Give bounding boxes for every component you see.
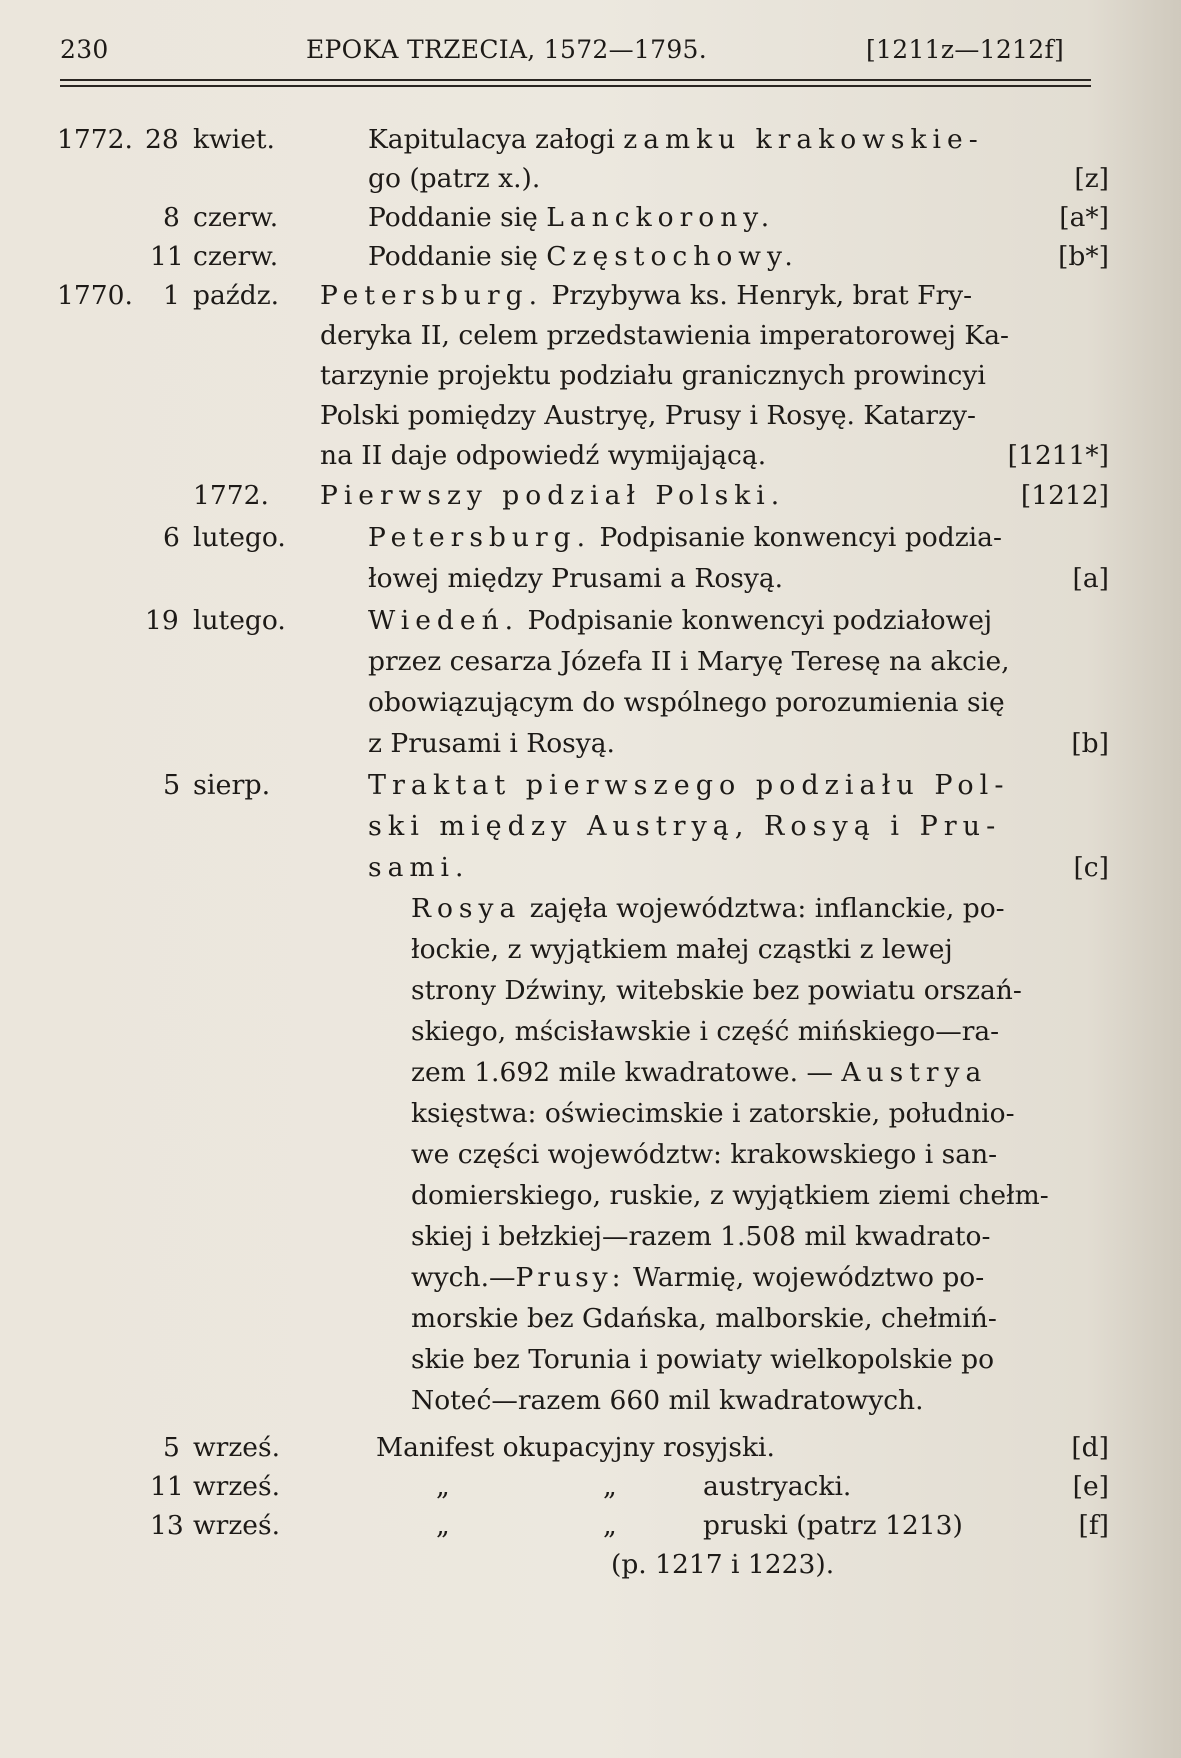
text-line	[0, 1053, 1181, 1093]
entry-text: tarzynie projektu podziału granicznych prowincyi	[320, 360, 986, 391]
ditto-mark: „	[603, 1471, 617, 1502]
text-line	[0, 971, 1181, 1011]
entry-month: wrześ.	[193, 1432, 281, 1463]
reference-mark: [a]	[1072, 563, 1109, 594]
reference-mark: [z]	[1074, 163, 1109, 194]
reference-mark: [e]	[1072, 1471, 1109, 1502]
reference-mark: [a*]	[1059, 202, 1109, 233]
entry-text: strony Dźwiny, witebskie bez powiatu orszań-	[411, 975, 1022, 1006]
chronology-entry-line	[0, 198, 1181, 238]
entry-text: przez cesarza Józefa II i Maryę Teresę na akcie,	[368, 646, 1010, 677]
entry-month: wrześ.	[193, 1471, 281, 1502]
chronology-entry-line	[0, 237, 1181, 277]
entry-text: sami.	[368, 852, 470, 883]
text-line	[0, 396, 1181, 436]
entry-text: pruski (patrz 1213)	[703, 1510, 963, 1541]
text-line	[0, 356, 1181, 396]
ditto-mark: „	[603, 1510, 617, 1541]
entry-text: łockie, z wyjątkiem małej cząstki z lewej	[411, 934, 953, 965]
entry-month: czerw.	[193, 241, 279, 272]
text-line	[0, 1135, 1181, 1175]
entry-text: Petersburg. Przybywa ks. Henryk, brat Fry-	[320, 280, 973, 311]
entry-text: Noteć—razem 660 mil kwadratowych.	[411, 1385, 924, 1416]
chronology-entry-line	[0, 1467, 1181, 1507]
entry-text: skiej i bełzkiej—razem 1.508 mil kwadrato-	[411, 1221, 991, 1252]
entry-year: 1770.	[57, 280, 133, 311]
entry-text: obowiązującym do wspólnego porozumienia się	[368, 687, 1005, 718]
entry-text: zem 1.692 mile kwadratowe. — Austrya	[411, 1057, 988, 1088]
text-line	[0, 683, 1181, 723]
entry-text: go (patrz x.).	[368, 163, 541, 194]
text-line	[0, 159, 1181, 199]
text-line	[0, 559, 1181, 599]
entry-day: 19	[145, 605, 179, 636]
entry-text: Poddanie się Częstochowy.	[368, 241, 799, 272]
entry-day: 28	[145, 124, 179, 155]
entry-month: wrześ.	[193, 1510, 281, 1541]
entry-month: paźdz.	[193, 280, 280, 311]
running-header	[0, 30, 1181, 70]
entry-day: 6	[163, 522, 180, 553]
text-line	[0, 1094, 1181, 1134]
entry-text: Wiedeń. Podpisanie konwencyi podziałowej	[368, 605, 993, 636]
text-line	[0, 1299, 1181, 1339]
entry-day: 13	[150, 1510, 184, 1541]
text-line	[0, 1176, 1181, 1216]
section-heading-line	[0, 476, 1181, 516]
entry-text: Manifest okupacyjny rosyjski.	[376, 1432, 775, 1463]
text-line	[0, 724, 1181, 764]
entry-text: deryka II, celem przedstawienia imperatorowej Ka-	[320, 320, 1009, 351]
entry-text: (p. 1217 i 1223).	[611, 1549, 835, 1580]
entry-month: sierp.	[193, 770, 271, 801]
entry-text: skiego, mścisławskie i część mińskiego—ra-	[411, 1016, 1000, 1047]
chronology-entry-line	[0, 120, 1181, 160]
entry-text: wych.—Prusy: Warmię, województwo po-	[411, 1262, 985, 1293]
text-line	[0, 1381, 1181, 1421]
entry-text: księstwa: oświecimskie i zatorskie, południo-	[411, 1098, 1015, 1129]
entry-text: Polski pomiędzy Austryę, Prusy i Rosyę. Katarzy-	[320, 400, 976, 431]
chronology-entry-line	[0, 1428, 1181, 1468]
chronology-entry-line	[0, 518, 1181, 558]
entry-day: 11	[150, 1471, 184, 1502]
reference-mark: [d]	[1071, 1432, 1109, 1463]
text-line	[0, 1012, 1181, 1052]
reference-mark: [1211*]	[1007, 440, 1109, 471]
entry-text: z Prusami i Rosyą.	[368, 728, 615, 759]
entry-day: 5	[163, 1432, 180, 1463]
entry-month: lutego.	[193, 522, 286, 553]
reference-mark: [c]	[1073, 852, 1109, 883]
entry-text: morskie bez Gdańska, malborskie, chełmiń-	[411, 1303, 997, 1334]
header-rule-bottom	[60, 85, 1091, 87]
entry-day: 8	[163, 202, 180, 233]
section-heading: Pierwszy podział Polski.	[320, 480, 786, 511]
ditto-mark: „	[436, 1471, 450, 1502]
text-line	[0, 436, 1181, 476]
entry-text: domierskiego, ruskie, z wyjątkiem ziemi chełm-	[411, 1180, 1049, 1211]
ditto-mark: „	[436, 1510, 450, 1541]
text-line	[0, 1545, 1181, 1585]
entry-year: 1772.	[57, 124, 133, 155]
entry-day: 5	[163, 770, 181, 801]
entry-year: 1772.	[193, 480, 269, 511]
entry-text: we części województw: krakowskiego i san-	[411, 1139, 998, 1170]
text-line	[0, 848, 1181, 888]
header-title: EPOKA TRZECIA, 1572—1795.	[306, 35, 707, 64]
entry-day: 11	[150, 241, 184, 272]
entry-text: Kapitulacya załogi zamku krakowskie-	[368, 124, 984, 155]
reference-mark: [b]	[1071, 728, 1109, 759]
entry-text: austryacki.	[703, 1471, 852, 1502]
entry-day: 1	[163, 280, 180, 311]
entry-text: Rosya zajęła województwa: inflanckie, po-	[411, 893, 1005, 924]
entry-text: Poddanie się Lanckorony.	[368, 202, 776, 233]
text-line	[0, 889, 1181, 929]
entry-text: Petersburg. Podpisanie konwencyi podzia-	[368, 522, 1002, 553]
chronology-entry-line	[0, 601, 1181, 641]
chronology-entry-line	[0, 1506, 1181, 1546]
chronology-entry-line	[0, 276, 1181, 316]
entry-text: skie bez Torunia i powiaty wielkopolskie po	[411, 1344, 995, 1375]
text-line	[0, 1258, 1181, 1298]
entry-month: kwiet.	[193, 124, 275, 155]
header-range: [1211z—1212f]	[866, 35, 1065, 64]
reference-mark: [1212]	[1020, 480, 1109, 511]
text-line	[0, 1340, 1181, 1380]
entry-text: ski między Austryą, Rosyą i Pru-	[368, 811, 1002, 842]
entry-text: Traktat pierwszego podziału Pol-	[368, 770, 1010, 801]
entry-month: lutego.	[193, 605, 286, 636]
reference-mark: [f]	[1078, 1510, 1109, 1541]
text-line	[0, 1217, 1181, 1257]
entry-text: łowej między Prusami a Rosyą.	[368, 563, 784, 594]
entry-month: czerw.	[193, 202, 279, 233]
page-number: 230	[60, 35, 109, 64]
text-line	[0, 316, 1181, 356]
reference-mark: [b*]	[1058, 241, 1109, 272]
text-line	[0, 642, 1181, 682]
entry-text: na II daje odpowiedź wymijającą.	[320, 440, 767, 471]
text-line	[0, 807, 1181, 847]
header-rule-top	[60, 79, 1091, 81]
text-line	[0, 930, 1181, 970]
chronology-entry-line	[0, 766, 1181, 806]
